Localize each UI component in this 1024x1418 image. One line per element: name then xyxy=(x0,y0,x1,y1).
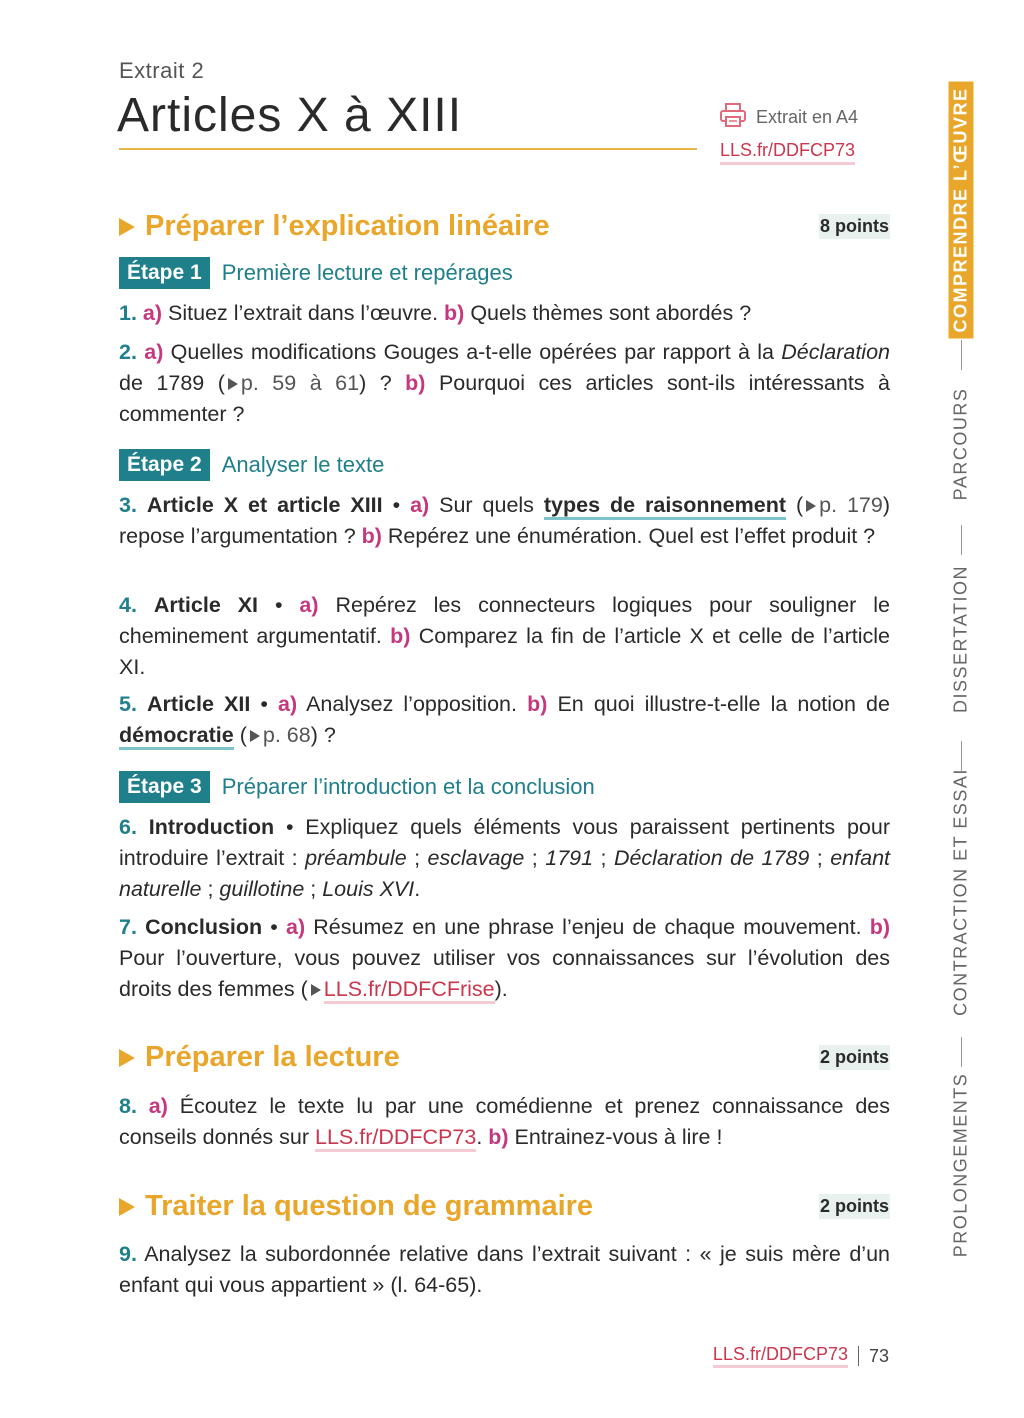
extract-label: Extrait 2 xyxy=(119,58,205,83)
section-title: Préparer la lecture xyxy=(145,1041,400,1073)
question-7: 7. Conclusion • a) Résumez en une phrase l’enjeu de chaque mouvement. b) Pour l’ouverture, vous pouvez utiliser vos connaissances sur l’évolution des droits des femmes ( LLS.fr/DDFCFrise). xyxy=(119,912,890,1005)
triangle-arrow-icon xyxy=(119,1198,135,1216)
question-9: 9. Analysez la subordonnée relative dans l’extrait suivant : « je suis mère d’un enfant qui vous appartient » (l. 64-65). xyxy=(119,1242,890,1297)
sidebar-divider xyxy=(961,1037,962,1067)
etape-title: Analyser le texte xyxy=(221,452,385,477)
sidebar-divider xyxy=(961,340,962,370)
points-badge: 2 points xyxy=(819,1045,890,1070)
keyword-link[interactable]: démocratie xyxy=(119,723,234,750)
ref-arrow-icon xyxy=(311,984,321,996)
etape-tag: Étape 3 xyxy=(119,771,210,803)
keyword-link[interactable]: types de raisonnement xyxy=(544,493,786,520)
section-lecture xyxy=(119,1041,890,1074)
title-underline xyxy=(119,148,697,150)
triangle-arrow-icon xyxy=(119,218,135,236)
question-1: 1. a) Situez l’extrait dans l’œuvre. b) Quels thèmes sont abordés ? xyxy=(119,301,752,325)
a4-label: Extrait en A4 xyxy=(756,107,859,127)
a4-download-box xyxy=(720,103,858,165)
etape-title: Première lecture et repérages xyxy=(221,260,513,285)
page-number: 73 xyxy=(868,1345,889,1366)
section-grammaire xyxy=(119,1190,890,1223)
question-6: 6. Introduction • Expliquez quels éléments vous paraissent pertinents pour introduire l’extrait : préambule ; esclavage ; 1791 ; Déclaration de 1789 ; enfant naturelle ; guillotine ; Louis XVI. xyxy=(119,815,891,901)
section-title: Traiter la question de grammaire xyxy=(145,1190,594,1222)
footer-link[interactable]: LLS.fr/DDFCP73 xyxy=(713,1344,848,1368)
audio-link[interactable]: LLS.fr/DDFCP73 xyxy=(315,1125,476,1152)
question-2: 2. a) Quelles modifications Gouges a-t-elle opérées par rapport à la Déclaration de 1789 ( p. 59 à 61) ? b) Pourquoi ces articles sont-ils intéressants à commenter ? xyxy=(119,340,890,426)
etape-title: Préparer l’introduction et la conclusion xyxy=(221,774,595,799)
triangle-arrow-icon xyxy=(119,1049,135,1067)
printer-icon xyxy=(720,103,746,132)
question-3: 3. Article X et article XIII • a) Sur quels types de raisonnement ( p. 179) repose l’argumentation ? b) Repérez une énumération. Quel est l’effet produit ? xyxy=(119,493,891,548)
section-explication xyxy=(119,210,890,243)
section-title: Préparer l’explication linéaire xyxy=(145,210,550,242)
points-badge: 2 points xyxy=(819,1194,890,1219)
question-5: 5. Article XII • a) Analysez l’opposition. b) En quoi illustre-t-elle la notion de démocratie ( p. 68) ? xyxy=(119,689,890,751)
etape-1 xyxy=(119,257,513,289)
page-footer xyxy=(713,1344,889,1368)
question-8: 8. a) Écoutez le texte lu par une comédienne et prenez connaissance des conseils donnés sur LLS.fr/DDFCP73. b) Entrainez-vous à lire ! xyxy=(119,1091,890,1153)
ref-arrow-icon xyxy=(228,378,238,390)
ref-arrow-icon xyxy=(250,730,260,742)
a4-link[interactable]: LLS.fr/DDFCP73 xyxy=(720,140,855,165)
footer-divider xyxy=(858,1346,859,1366)
page-title: Articles X à XIII xyxy=(117,89,463,142)
etape-tag: Étape 2 xyxy=(119,449,210,481)
frise-link[interactable]: LLS.fr/DDFCFrise xyxy=(324,977,495,1004)
sidebar-divider xyxy=(961,525,962,555)
etape-tag: Étape 1 xyxy=(119,257,210,289)
question-4: 4. Article XI • a) Repérez les connecteurs logiques pour souligner le cheminement argumentatif. b) Comparez la fin de l’article X et celle de l’article XI. xyxy=(119,593,891,679)
etape-3 xyxy=(119,771,595,803)
ref-arrow-icon xyxy=(806,500,816,512)
points-badge: 8 points xyxy=(819,214,890,239)
etape-2 xyxy=(119,449,384,481)
sidebar-divider xyxy=(961,741,962,771)
